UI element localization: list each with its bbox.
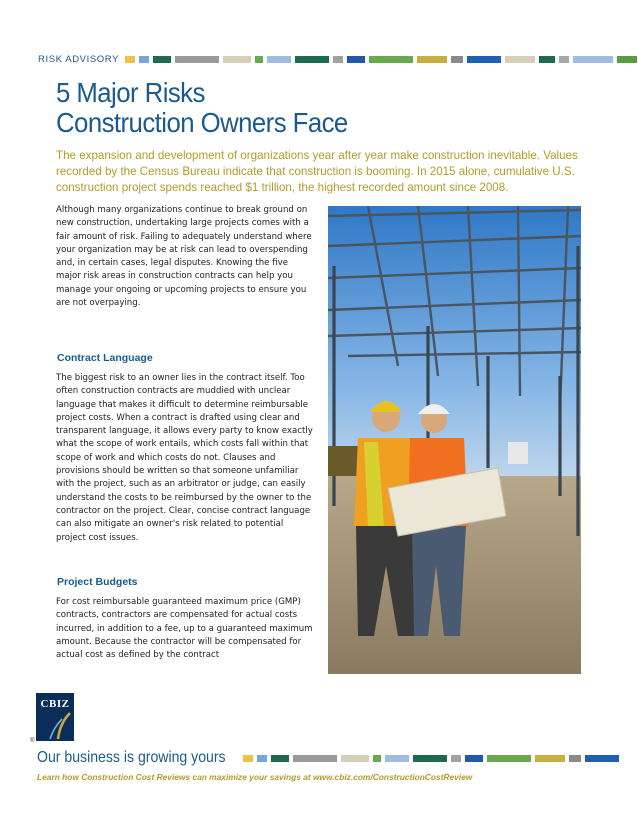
header-bar	[38, 52, 638, 66]
section-body-contract-language	[56, 372, 314, 545]
title-line-2: Construction Owners Face	[56, 107, 348, 138]
footer-cta-link[interactable]: Learn how Construction Cost Reviews can maximize your savings at www.cbiz.com/ConstructionCostReview	[37, 772, 473, 782]
cbiz-logo	[36, 693, 74, 741]
contract-language-text: The biggest risk to an owner lies in the contract itself. Too often construction contracts are muddied with unclear language that makes it difficult to determine reimbursable project costs. When a contract is drafted using clear and transparent language, it allows every party to know exactly what the scope of work entails, which costs fall within that scope of work and which costs do not. Clauses and provisions should be written so that someone unfamiliar with the project, such as an arbitrator or judge, can easily understand the costs to be reimbursed by the owner to the contractor on the project. Clear, concise contract language can also mitigate an owner's risk related to potential project cost issues.	[56, 373, 313, 543]
footer-tagline: Our business is growing yours	[37, 749, 226, 766]
section-eyebrow: RISK ADVISORY	[38, 53, 120, 65]
footer-bar	[37, 748, 638, 768]
footer-color-strip	[243, 755, 638, 762]
construction-site-photo	[328, 206, 581, 674]
section-heading-contract-language: Contract Language	[57, 352, 153, 364]
section-heading-project-budgets: Project Budgets	[57, 576, 138, 588]
article-title	[56, 78, 534, 138]
body-intro	[56, 204, 314, 310]
color-strip	[125, 56, 638, 63]
title-line-1: 5 Major Risks	[56, 77, 205, 108]
project-budgets-text: For cost reimbursable guaranteed maximum price (GMP) contracts, contractors are compensated for actual costs incurred, in addition to a fee, up to a guaranteed maximum amount. Because the contractor will be compensated for actual cost as defined by the contract	[56, 597, 313, 661]
logo-text: CBIZ	[40, 698, 70, 710]
intro-paragraph: The expansion and development of organizations year after year make construction inevitable. Values recorded by the Census Bureau indicate that construction is booming. In 2015 alone, cumulative U.S. construction project spends reached $1 trillion, the highest recorded amount since 2008.	[56, 149, 578, 194]
body-intro-text: Although many organizations continue to break ground on new construction, undertaking large projects comes with a fair amount of risk. Failing to adequately understand where your organization may be at risk can lead to overspending and, in certain cases, legal disputes. Knowing the five major risk areas in construction contracts can help you manage your ongoing or upcoming projects to ensure you are not overpaying.	[56, 205, 312, 309]
registered-mark: ®	[30, 738, 35, 744]
section-body-project-budgets	[56, 596, 314, 662]
